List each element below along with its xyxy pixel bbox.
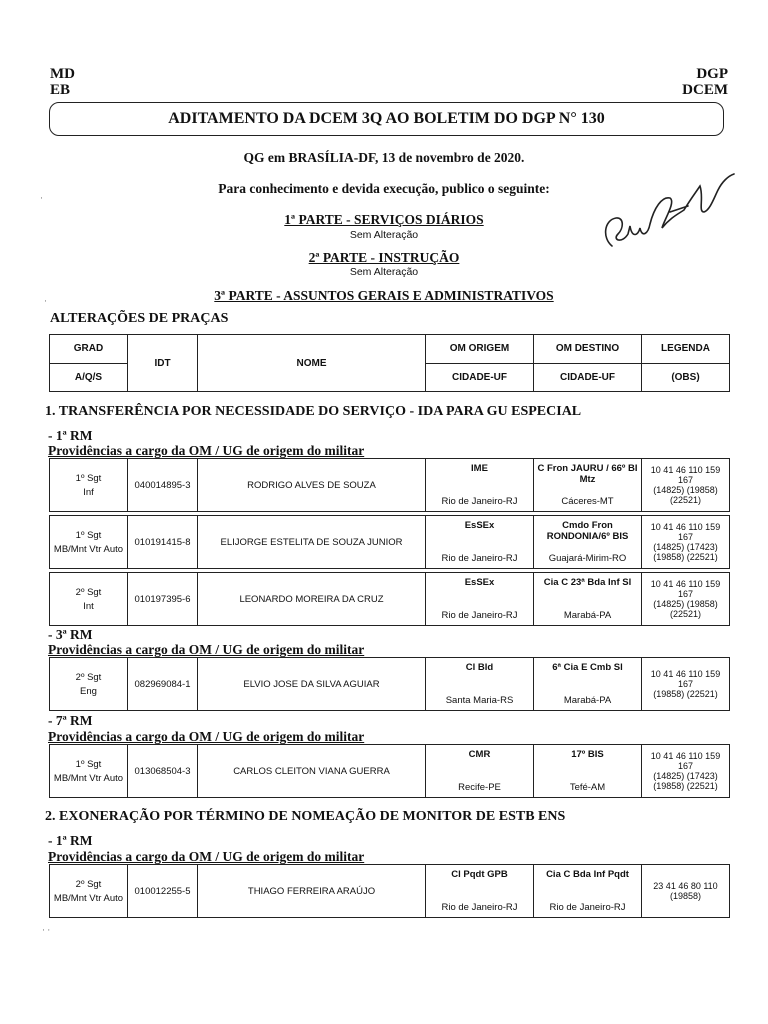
cidade-origem: Rio de Janeiro-RJ bbox=[441, 902, 518, 913]
om-destino-cell bbox=[534, 459, 642, 512]
header-dgp: DGP bbox=[696, 66, 728, 82]
cidade-destino: Marabá-PA bbox=[563, 610, 612, 621]
legenda-line: (19858) bbox=[669, 891, 702, 901]
title-box bbox=[49, 102, 724, 136]
section1-rm7: - 7ª RM bbox=[48, 713, 93, 728]
om-destino: 17º BIS bbox=[571, 749, 604, 760]
part3-heading: 3ª PARTE - ASSUNTOS GERAIS E ADMINISTRATIVOS bbox=[214, 288, 554, 303]
legenda-line: 10 41 46 110 159 bbox=[650, 751, 721, 761]
nome-cell: LEONARDO MOREIRA DA CRUZ bbox=[198, 573, 426, 626]
col-legenda: LEGENDA bbox=[642, 335, 730, 364]
grad: 2º Sgt bbox=[75, 671, 102, 683]
om-destino: 6ª Cia E Cmb Sl bbox=[552, 662, 623, 673]
legenda-line: (22521) bbox=[669, 495, 702, 505]
cidade-destino: Guajará-Mirim-RO bbox=[548, 553, 627, 564]
col-nome: NOME bbox=[198, 335, 426, 392]
col-obs: (OBS) bbox=[642, 363, 730, 392]
legenda-line: (19858) (22521) bbox=[653, 689, 718, 699]
grad-cell bbox=[50, 865, 128, 918]
om-destino: C Fron JAURU / 66º BI Mtz bbox=[537, 463, 638, 485]
om-destino: Cia C 23ª Bda Inf Sl bbox=[543, 577, 632, 588]
legenda-cell bbox=[642, 459, 730, 512]
handwritten-signature bbox=[600, 168, 750, 263]
legenda-line: (19858) (22521) bbox=[653, 552, 718, 562]
grad: 1º Sgt bbox=[75, 472, 102, 484]
record-table bbox=[49, 744, 730, 798]
section1-rm1: - 1ª RM bbox=[48, 428, 93, 443]
scan-mark: · bbox=[40, 193, 43, 203]
cidade-origem: Santa Maria-RS bbox=[445, 695, 514, 706]
col-om-destino: OM DESTINO bbox=[534, 335, 642, 364]
om-origem: Cl Pqdt GPB bbox=[451, 869, 508, 880]
legenda-line: (14825) (17423) bbox=[653, 771, 718, 781]
place-date: QG em BRASÍLIA-DF, 13 de novembro de 2020. bbox=[243, 150, 525, 165]
legenda-line: (14825) (19858) bbox=[653, 599, 718, 609]
legenda-line: 10 41 46 110 159 bbox=[650, 465, 721, 475]
om-destino: Cmdo Fron RONDONIA/6º BIS bbox=[546, 520, 629, 542]
section1-prov1: Providências a cargo da OM / UG de origem do militar bbox=[48, 443, 365, 458]
grad: 1º Sgt bbox=[75, 758, 102, 770]
legenda-cell bbox=[642, 658, 730, 711]
scan-mark: · bbox=[44, 296, 47, 306]
grad: 2º Sgt bbox=[75, 878, 102, 890]
header-md: MD bbox=[50, 66, 75, 82]
cidade-destino: Cáceres-MT bbox=[561, 496, 614, 507]
idt-cell: 010012255-5 bbox=[128, 865, 198, 918]
record-table bbox=[49, 572, 730, 626]
grad: 2º Sgt bbox=[75, 586, 102, 598]
om-origem: EsSEx bbox=[464, 577, 495, 588]
legenda-line: 167 bbox=[677, 761, 694, 771]
section1-title: 1. TRANSFERÊNCIA POR NECESSIDADE DO SERVIÇO - IDA PARA GU ESPECIAL bbox=[45, 404, 582, 419]
part1-heading: 1ª PARTE - SERVIÇOS DIÁRIOS bbox=[284, 212, 484, 227]
header-dcem: DCEM bbox=[682, 82, 728, 98]
legenda-cell bbox=[642, 745, 730, 798]
om-destino: Cia C Bda Inf Pqdt bbox=[546, 869, 629, 880]
aqs: Inf bbox=[83, 486, 94, 498]
section2-title: 2. EXONERAÇÃO POR TÉRMINO DE NOMEAÇÃO DE MONITOR DE ESTB ENS bbox=[45, 809, 566, 824]
legenda-cell bbox=[642, 573, 730, 626]
column-header-table bbox=[49, 334, 730, 392]
om-origem-cell bbox=[426, 573, 534, 626]
om-origem-cell bbox=[426, 516, 534, 569]
cidade-origem: Rio de Janeiro-RJ bbox=[441, 610, 518, 621]
record-table bbox=[49, 657, 730, 711]
col-aqs: A/Q/S bbox=[50, 363, 128, 392]
part2-heading: 2ª PARTE - INSTRUÇÃO bbox=[308, 250, 460, 265]
header-right bbox=[682, 66, 728, 98]
table-row bbox=[50, 658, 730, 711]
grad-cell bbox=[50, 516, 128, 569]
nome-cell: ELVIO JOSE DA SILVA AGUIAR bbox=[198, 658, 426, 711]
col-grad: GRAD bbox=[50, 335, 128, 364]
idt-cell: 040014895-3 bbox=[128, 459, 198, 512]
om-destino-cell bbox=[534, 573, 642, 626]
grad: 1º Sgt bbox=[75, 529, 102, 541]
grad-cell bbox=[50, 745, 128, 798]
record-table bbox=[49, 458, 730, 512]
section-heading: ALTERAÇÕES DE PRAÇAS bbox=[50, 311, 229, 326]
om-origem-cell bbox=[426, 745, 534, 798]
part1-note: Sem Alteração bbox=[349, 229, 419, 241]
table-row bbox=[50, 573, 730, 626]
legenda-line: 10 41 46 110 159 bbox=[650, 522, 721, 532]
table-row bbox=[50, 459, 730, 512]
om-origem: CMR bbox=[468, 749, 491, 760]
cidade-origem: Rio de Janeiro-RJ bbox=[441, 496, 518, 507]
om-destino-cell bbox=[534, 516, 642, 569]
col-cidade-uf-destino: CIDADE-UF bbox=[534, 363, 642, 392]
legenda-line: 10 41 46 110 159 bbox=[650, 579, 721, 589]
om-origem-cell bbox=[426, 459, 534, 512]
legenda-line: 167 bbox=[677, 679, 694, 689]
idt-cell: 010191415-8 bbox=[128, 516, 198, 569]
table-row bbox=[50, 745, 730, 798]
col-om-origem: OM ORIGEM bbox=[426, 335, 534, 364]
cidade-origem: Rio de Janeiro-RJ bbox=[441, 553, 518, 564]
aqs: MB/Mnt Vtr Auto bbox=[53, 772, 124, 784]
om-origem-cell bbox=[426, 658, 534, 711]
header-left bbox=[50, 66, 75, 98]
om-destino-cell bbox=[534, 865, 642, 918]
aqs: Int bbox=[83, 600, 94, 612]
legenda-line: 10 41 46 110 159 bbox=[650, 669, 721, 679]
idt-cell: 013068504-3 bbox=[128, 745, 198, 798]
col-idt: IDT bbox=[128, 335, 198, 392]
om-origem-cell bbox=[426, 865, 534, 918]
section2-prov1: Providências a cargo da OM / UG de origem do militar bbox=[48, 849, 365, 864]
cidade-destino: Tefé-AM bbox=[569, 782, 606, 793]
table-row bbox=[50, 865, 730, 918]
grad-cell bbox=[50, 573, 128, 626]
legenda-line: (14825) (17423) bbox=[653, 542, 718, 552]
legenda-line: (22521) bbox=[669, 609, 702, 619]
legenda-line: 23 41 46 80 110 bbox=[653, 881, 718, 891]
om-origem: IME bbox=[471, 463, 488, 474]
legenda-line: 167 bbox=[677, 475, 694, 485]
record-table bbox=[49, 515, 730, 569]
nome-cell: ELIJORGE ESTELITA DE SOUZA JUNIOR bbox=[198, 516, 426, 569]
grad-cell bbox=[50, 459, 128, 512]
aqs: MB/Mnt Vtr Auto bbox=[53, 543, 124, 555]
om-destino-cell bbox=[534, 745, 642, 798]
grad-cell bbox=[50, 658, 128, 711]
table-row bbox=[50, 516, 730, 569]
record-table bbox=[49, 864, 730, 918]
cidade-destino: Rio de Janeiro-RJ bbox=[549, 902, 626, 913]
idt-cell: 082969084-1 bbox=[128, 658, 198, 711]
legenda-line: 167 bbox=[677, 532, 694, 542]
cidade-destino: Marabá-PA bbox=[563, 695, 612, 706]
nome-cell: THIAGO FERREIRA ARAÚJO bbox=[198, 865, 426, 918]
legenda-line: 167 bbox=[677, 589, 694, 599]
legenda-line: (14825) (19858) bbox=[653, 485, 718, 495]
aqs: MB/Mnt Vtr Auto bbox=[53, 892, 124, 904]
om-origem: EsSEx bbox=[464, 520, 495, 531]
legenda-cell bbox=[642, 865, 730, 918]
cidade-origem: Recife-PE bbox=[458, 782, 501, 793]
aqs: Eng bbox=[80, 685, 97, 697]
section1-prov3: Providências a cargo da OM / UG de origem do militar bbox=[48, 642, 365, 657]
section1-prov7: Providências a cargo da OM / UG de origem do militar bbox=[48, 729, 365, 744]
om-destino-cell bbox=[534, 658, 642, 711]
document-title: ADITAMENTO DA DCEM 3Q AO BOLETIM DO DGP N° 130 bbox=[168, 110, 605, 127]
legenda-cell bbox=[642, 516, 730, 569]
legenda-line: (19858) (22521) bbox=[653, 781, 718, 791]
nome-cell: RODRIGO ALVES DE SOUZA bbox=[198, 459, 426, 512]
scan-mark: · · bbox=[42, 925, 51, 935]
idt-cell: 010197395-6 bbox=[128, 573, 198, 626]
section2-rm1: - 1ª RM bbox=[48, 833, 93, 848]
part2-note: Sem Alteração bbox=[349, 266, 419, 278]
col-cidade-uf-origem: CIDADE-UF bbox=[426, 363, 534, 392]
intro-text: Para conhecimento e devida execução, publico o seguinte: bbox=[218, 181, 550, 196]
om-origem: Cl Bld bbox=[465, 662, 494, 673]
nome-cell: CARLOS CLEITON VIANA GUERRA bbox=[198, 745, 426, 798]
section1-rm3: - 3ª RM bbox=[48, 627, 93, 642]
header-eb: EB bbox=[50, 82, 71, 98]
